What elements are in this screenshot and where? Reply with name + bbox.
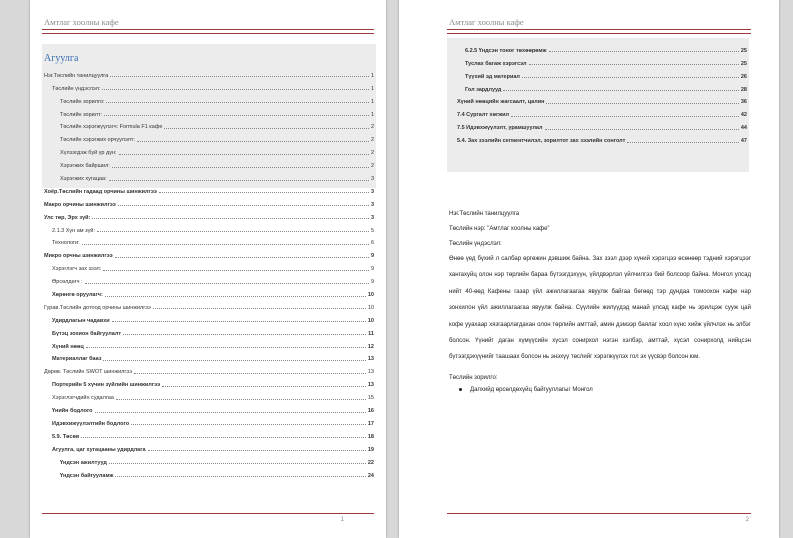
toc-dot-leader bbox=[116, 399, 366, 400]
toc-dot-leader bbox=[159, 192, 369, 193]
toc-entry-page: 9 bbox=[370, 266, 374, 273]
toc-dot-leader bbox=[85, 283, 369, 284]
toc-entry-text: Нэг.Төслийн танилцуулга bbox=[44, 72, 109, 79]
toc-entry[interactable] bbox=[44, 92, 374, 105]
toc-entry-text: Технологи: bbox=[52, 240, 80, 247]
toc-entry-page: 6 bbox=[370, 240, 374, 247]
toc-entry-page: 25 bbox=[740, 47, 747, 54]
toc-entry-page: 15 bbox=[367, 395, 374, 402]
toc-entry-text: 5.4. Зах зээлийн сегментчилэл, зорилтот зах зээлийн сонголт bbox=[457, 138, 626, 145]
toc-dot-leader bbox=[503, 90, 738, 91]
toc-entry-page: 3 bbox=[370, 214, 374, 221]
footer-rule bbox=[42, 513, 374, 514]
toc-entry[interactable] bbox=[457, 131, 747, 144]
rationale-heading: Төслийн үндэслэл: bbox=[449, 241, 502, 247]
toc-entry-text: Гурав.Төслийн дотоод орчины шинжилгээ bbox=[44, 304, 151, 311]
toc-entry-text: Бүтэц зохион байгуулалт bbox=[52, 330, 122, 337]
toc-dot-leader bbox=[102, 89, 369, 90]
toc-entry[interactable] bbox=[44, 182, 374, 195]
section-heading: Нэг.Төслийн танилцуулга bbox=[449, 211, 520, 217]
toc-entry-page: 2 bbox=[370, 163, 374, 170]
toc-dot-leader bbox=[109, 180, 369, 181]
document-page-1 bbox=[30, 0, 386, 538]
toc-entry-text: Хэрэгжих байршил: bbox=[60, 163, 110, 170]
toc-dot-leader bbox=[131, 424, 366, 425]
toc-entry-text: 7.5 Идэвхжүүлэлт, урамшуулал bbox=[457, 125, 543, 132]
toc-entry[interactable] bbox=[44, 298, 374, 311]
toc-entry-page: 1 bbox=[370, 111, 374, 118]
toc-dot-leader bbox=[95, 412, 366, 413]
toc-entry-page: 26 bbox=[740, 73, 747, 80]
toc-entry[interactable] bbox=[44, 427, 374, 440]
toc-dot-leader bbox=[103, 270, 369, 271]
toc-dot-leader bbox=[92, 218, 369, 219]
toc-dot-leader bbox=[164, 128, 368, 129]
toc-entry-text: Удирдлагын чадавхи bbox=[52, 317, 110, 324]
rationale-paragraph: Өнөө үед бүхий л салбар өргөжин дэвшиж байна. Зах зээл дээр хүний хэрэгцээ өсөнөөр тэдний хэрэгцээг хангахуйц олон нэр төрлийн бараа бүтээгдэхүүн, үйлдвэрлэл үйлчилгээ бий болсоор байна. Монгол улсад нийт 40-өөд Кафены газар үйл ажиллагаагаа явуулж байгаа бөгөөд тэр дундаа томоохон кафе нар зонхилон үйл ажиллагаагаа явуулж байна. Сүүлийн жилүүдэд манай улсад кафе нь эрилцэж сууж цай кофе ууахаар хязгаарлагдахан олон төрлийн амттай, амин дэмээр баялаг хоол хүнс хийж үйлчлэх нь элбэг болсон. Үүнийг даган хүмүүсийн хүсэл сонирхол нэгэн хэлбэр, амттай, хүсэл сонирхолд нийцсэн бүтээгдэхүүнийг таашаах болсон нь энэхүү төслийг хэрэгжүүлэх гол эх үүсвэр болсон юм. bbox=[449, 256, 751, 361]
toc-entry-text: 2.1.3 Хүн ам зүй: bbox=[52, 227, 95, 234]
toc-entry-page: 3 bbox=[370, 176, 374, 183]
toc-entry[interactable] bbox=[44, 401, 374, 414]
table-of-contents bbox=[44, 66, 374, 479]
toc-entry-text: Туслах багаж хэрэгсэл bbox=[465, 60, 527, 67]
toc-entry-text: Микро орчны шинжилгээ bbox=[44, 253, 113, 260]
toc-dot-leader bbox=[115, 257, 369, 258]
toc-dot-leader bbox=[82, 244, 369, 245]
toc-dot-leader bbox=[511, 116, 739, 117]
table-of-contents-continued bbox=[457, 41, 747, 144]
page-number: 1 bbox=[340, 517, 344, 523]
page-header-title: Амтлаг хоолны кафе bbox=[44, 17, 119, 27]
toc-entry[interactable] bbox=[44, 79, 374, 92]
toc-entry-text: Төслийн зорилт: bbox=[60, 111, 102, 118]
toc-entry[interactable] bbox=[44, 208, 374, 221]
toc-entry-page: 5 bbox=[370, 227, 374, 234]
toc-entry-text: Үндсэн ажилтууд bbox=[60, 459, 107, 466]
toc-entry-page: 10 bbox=[367, 304, 374, 311]
footer-rule bbox=[447, 513, 751, 514]
toc-entry-text: Хүлээгдэж буй үр дүн: bbox=[60, 150, 117, 157]
toc-dot-leader bbox=[118, 205, 369, 206]
toc-entry-text: Улс төр, Эрх зүй: bbox=[44, 214, 91, 221]
toc-entry-page: 42 bbox=[740, 112, 747, 119]
toc-entry-page: 1 bbox=[370, 98, 374, 105]
header-rule bbox=[42, 29, 374, 34]
toc-entry-text: Төслийн хэрэгжих орчуулэлт: bbox=[60, 137, 135, 144]
toc-entry[interactable] bbox=[44, 66, 374, 79]
toc-entry-text: Түүхий эд материал bbox=[465, 73, 520, 80]
toc-entry-text: Төслийн хэрэгжүүлэгч: Formula F1 кафе bbox=[60, 124, 163, 131]
toc-entry[interactable] bbox=[457, 118, 747, 131]
toc-entry[interactable] bbox=[44, 195, 374, 208]
toc-entry[interactable] bbox=[44, 143, 374, 156]
toc-entry-page: 13 bbox=[367, 356, 374, 363]
toc-dot-leader bbox=[104, 115, 369, 116]
toc-entry-page: 9 bbox=[370, 279, 374, 286]
toc-entry-text: Төслийн үндэслэл: bbox=[52, 85, 101, 92]
document-body bbox=[449, 211, 751, 393]
toc-entry-page: 3 bbox=[370, 201, 374, 208]
toc-entry[interactable] bbox=[44, 246, 374, 259]
toc-entry[interactable] bbox=[44, 259, 374, 272]
toc-dot-leader bbox=[546, 103, 738, 104]
page-header-title: Амтлаг хоолны кафе bbox=[449, 17, 524, 27]
toc-entry[interactable] bbox=[44, 466, 374, 479]
toc-entry-page: 18 bbox=[367, 433, 374, 440]
toc-entry[interactable] bbox=[44, 156, 374, 169]
toc-entry-text: 5.9. Төсөв bbox=[52, 433, 80, 440]
toc-dot-leader bbox=[522, 77, 739, 78]
toc-entry[interactable] bbox=[44, 350, 374, 363]
toc-entry[interactable] bbox=[457, 93, 747, 106]
toc-entry[interactable] bbox=[457, 67, 747, 80]
toc-entry-text: Хэрэглэгчдийн судалгаа bbox=[52, 395, 114, 402]
toc-entry-text: Хүний нөөцийн жагсаалт, цалин bbox=[457, 99, 545, 106]
toc-entry-text: Өрсөлдөгч : bbox=[52, 279, 83, 286]
toc-dot-leader bbox=[112, 321, 366, 322]
toc-entry-page: 13 bbox=[367, 382, 374, 389]
toc-entry-text: Дөрөв. Төслийн SWOT шинжилгээ bbox=[44, 369, 132, 376]
document-page-2 bbox=[399, 0, 779, 538]
toc-entry[interactable] bbox=[44, 311, 374, 324]
toc-dot-leader bbox=[549, 51, 739, 52]
toc-entry-page: 2 bbox=[370, 124, 374, 131]
toc-dot-leader bbox=[112, 167, 369, 168]
toc-entry-page: 36 bbox=[740, 99, 747, 106]
toc-entry[interactable] bbox=[44, 285, 374, 298]
toc-entry-page: 3 bbox=[370, 188, 374, 195]
toc-dot-leader bbox=[115, 476, 365, 477]
toc-entry-text: Үнийн бодлого bbox=[52, 408, 93, 415]
toc-entry-page: 2 bbox=[370, 150, 374, 157]
toc-entry[interactable] bbox=[44, 118, 374, 131]
toc-entry-page: 12 bbox=[367, 343, 374, 350]
toc-dot-leader bbox=[137, 141, 369, 142]
toc-entry-page: 19 bbox=[367, 446, 374, 453]
toc-entry-text: Төслийн зорилго: bbox=[60, 98, 105, 105]
toc-entry[interactable] bbox=[44, 324, 374, 337]
toc-entry-text: Портерийн 5 хүчин зүйлийн шинжилгээ bbox=[52, 382, 161, 389]
toc-dot-leader bbox=[123, 334, 366, 335]
toc-entry-text: Үндсэн байгууламж bbox=[60, 472, 114, 479]
toc-entry-page: 44 bbox=[740, 125, 747, 132]
toc-entry-text: Хэрэглэгч зах зээл: bbox=[52, 266, 102, 273]
toc-entry[interactable] bbox=[44, 130, 374, 143]
toc-entry[interactable] bbox=[44, 440, 374, 453]
toc-entry[interactable] bbox=[44, 362, 374, 375]
toc-entry-text: Хоёр.Төслийн гадаад орчины шинжилгээ bbox=[44, 188, 157, 195]
toc-entry-page: 22 bbox=[367, 459, 374, 466]
toc-entry-text: Макро орчины шинжилгээ bbox=[44, 201, 116, 208]
toc-entry-page: 25 bbox=[740, 60, 747, 67]
toc-entry[interactable] bbox=[44, 375, 374, 388]
toc-dot-leader bbox=[134, 373, 366, 374]
toc-entry[interactable] bbox=[44, 388, 374, 401]
toc-entry-text: Материаллаг бааз bbox=[52, 356, 102, 363]
toc-dot-leader bbox=[81, 437, 366, 438]
toc-entry-page: 10 bbox=[367, 292, 374, 299]
toc-title: Агуулга bbox=[44, 53, 79, 64]
toc-entry-text: 6.2.5 Үндсэн тоног төхөөрөмж bbox=[465, 47, 547, 54]
toc-entry[interactable] bbox=[44, 414, 374, 427]
toc-entry-text: Агуулга, цаг хугацааны удирдлага bbox=[52, 446, 146, 453]
toc-entry-page: 47 bbox=[740, 138, 747, 145]
toc-dot-leader bbox=[529, 64, 739, 65]
toc-dot-leader bbox=[162, 386, 366, 387]
toc-entry-page: 1 bbox=[370, 72, 374, 79]
toc-entry[interactable] bbox=[457, 54, 747, 67]
toc-entry-page: 9 bbox=[370, 253, 374, 260]
page-number: 2 bbox=[745, 517, 749, 523]
toc-entry[interactable] bbox=[457, 80, 747, 93]
toc-dot-leader bbox=[119, 154, 369, 155]
toc-dot-leader bbox=[153, 308, 366, 309]
toc-dot-leader bbox=[627, 142, 739, 143]
toc-entry[interactable] bbox=[44, 337, 374, 350]
toc-entry-page: 16 bbox=[367, 408, 374, 415]
toc-dot-leader bbox=[110, 76, 369, 77]
toc-dot-leader bbox=[148, 450, 366, 451]
toc-entry[interactable] bbox=[44, 169, 374, 182]
bullet-dot-icon bbox=[459, 388, 462, 391]
bullet-text: Далхийд өрсөлдөхүйц байгууллагыг Монгол bbox=[470, 386, 593, 393]
toc-entry-page: 11 bbox=[368, 330, 374, 337]
toc-entry-page: 10 bbox=[367, 317, 374, 324]
toc-entry[interactable] bbox=[457, 41, 747, 54]
toc-entry-page: 2 bbox=[370, 137, 374, 144]
toc-entry[interactable] bbox=[44, 105, 374, 118]
toc-entry[interactable] bbox=[457, 105, 747, 118]
toc-dot-leader bbox=[103, 360, 365, 361]
toc-entry[interactable] bbox=[44, 453, 374, 466]
bullet-item bbox=[449, 387, 751, 393]
toc-entry-text: 7.4 Сургалт хөгжил bbox=[457, 112, 510, 119]
toc-entry-page: 1 bbox=[370, 85, 374, 92]
toc-entry-text: Хүний нөөц bbox=[52, 343, 84, 350]
header-rule bbox=[447, 29, 751, 34]
project-name: Төслийн нэр: "Амтлаг хоолны кафе" bbox=[449, 226, 550, 232]
goal-heading: Төслийн зорилго: bbox=[449, 374, 498, 381]
toc-dot-leader bbox=[86, 347, 366, 348]
toc-entry-text: Хөрөнгө оруулагч: bbox=[52, 292, 103, 299]
toc-dot-leader bbox=[97, 231, 369, 232]
toc-entry[interactable] bbox=[44, 272, 374, 285]
toc-entry-text: Идэвхижүүлэлтийн бодлого bbox=[52, 420, 130, 427]
toc-entry[interactable] bbox=[44, 221, 374, 234]
toc-dot-leader bbox=[106, 102, 369, 103]
toc-entry-page: 24 bbox=[367, 472, 374, 479]
toc-dot-leader bbox=[545, 129, 739, 130]
toc-dot-leader bbox=[105, 296, 366, 297]
toc-entry-page: 17 bbox=[367, 420, 374, 427]
toc-entry[interactable] bbox=[44, 234, 374, 247]
toc-entry-page: 28 bbox=[740, 86, 747, 93]
toc-dot-leader bbox=[109, 463, 366, 464]
toc-entry-text: Гол зардлууд bbox=[465, 86, 502, 93]
toc-entry-text: Хэрэгжих хугацаа: bbox=[60, 176, 107, 183]
toc-entry-page: 13 bbox=[367, 369, 374, 376]
